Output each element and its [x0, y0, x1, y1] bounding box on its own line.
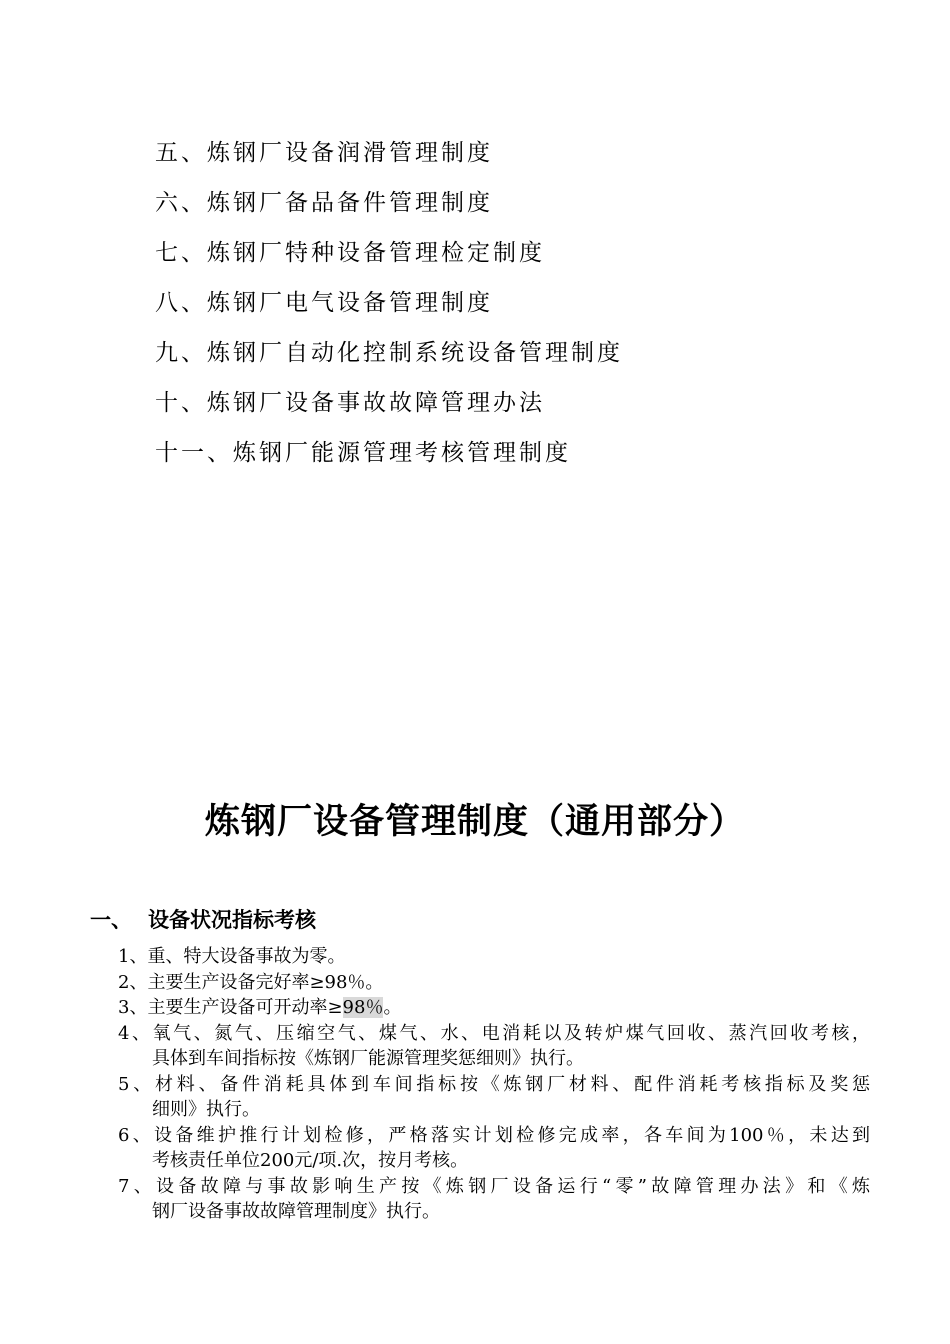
- section-heading: [90, 904, 316, 936]
- list-item: [118, 970, 870, 996]
- toc-item-7: 七、炼钢厂特种设备管理检定制度: [155, 240, 545, 266]
- section-number: 一、: [90, 908, 132, 932]
- list-item: [118, 1072, 870, 1123]
- toc-item-5: 五、炼钢厂设备润滑管理制度: [155, 140, 493, 166]
- highlighted-value: 98％: [342, 997, 384, 1018]
- toc-item-6: 六、炼钢厂备品备件管理制度: [155, 190, 493, 216]
- item-3-text: [118, 995, 870, 1021]
- item-5-line-1: 5、材料、备件消耗具体到车间指标按《炼钢厂材料、配件消耗考核指标及奖惩: [118, 1073, 870, 1095]
- item-1-text: 1、重、特大设备事故为零。: [118, 946, 346, 967]
- item-6-line-1: 6、设备维护推行计划检修，严格落实计划检修完成率，各车间为100％，未达到: [118, 1124, 870, 1146]
- item-7-line-1: 7、设备故障与事故影响生产按《炼钢厂设备运行“零”故障管理办法》和《炼: [118, 1175, 870, 1197]
- list-item: [118, 944, 870, 970]
- item-2-text: 2、主要生产设备完好率≥98％。: [118, 971, 384, 993]
- item-4-line-2: 具体到车间指标按《炼钢厂能源管理奖惩细则》执行。: [152, 1048, 584, 1069]
- toc-item-10: 十、炼钢厂设备事故故障管理办法: [155, 390, 545, 416]
- item-7-line-2: 钢厂设备事故故障管理制度》执行。: [152, 1201, 440, 1222]
- toc-item-9: 九、炼钢厂自动化控制系统设备管理制度: [155, 340, 623, 366]
- item-6-line-2: 考核责任单位200元/项.次，按月考核。: [152, 1150, 469, 1171]
- toc-item-11: 十一、炼钢厂能源管理考核管理制度: [155, 440, 571, 466]
- toc-item-8: 八、炼钢厂电气设备管理制度: [155, 290, 493, 316]
- table-of-contents: [155, 128, 623, 478]
- list-item: [118, 1021, 870, 1072]
- document-title: 炼钢厂设备管理制度（通用部分）: [204, 802, 745, 842]
- item-3-suffix: 。: [383, 997, 402, 1018]
- list-item: [118, 1174, 870, 1225]
- item-3-prefix: 3、主要生产设备可开动率≥: [118, 997, 343, 1018]
- item-4-line-1: 4、氧气、氮气、压缩空气、煤气、水、电消耗以及转炉煤气回收、蒸汽回收考核，: [118, 1022, 870, 1044]
- list-item: [118, 995, 870, 1021]
- item-5-line-2: 细则》执行。: [152, 1099, 260, 1120]
- section-heading-text: 设备状况指标考核: [148, 908, 316, 932]
- list-item: [118, 1123, 870, 1174]
- indicator-list: [118, 944, 870, 1225]
